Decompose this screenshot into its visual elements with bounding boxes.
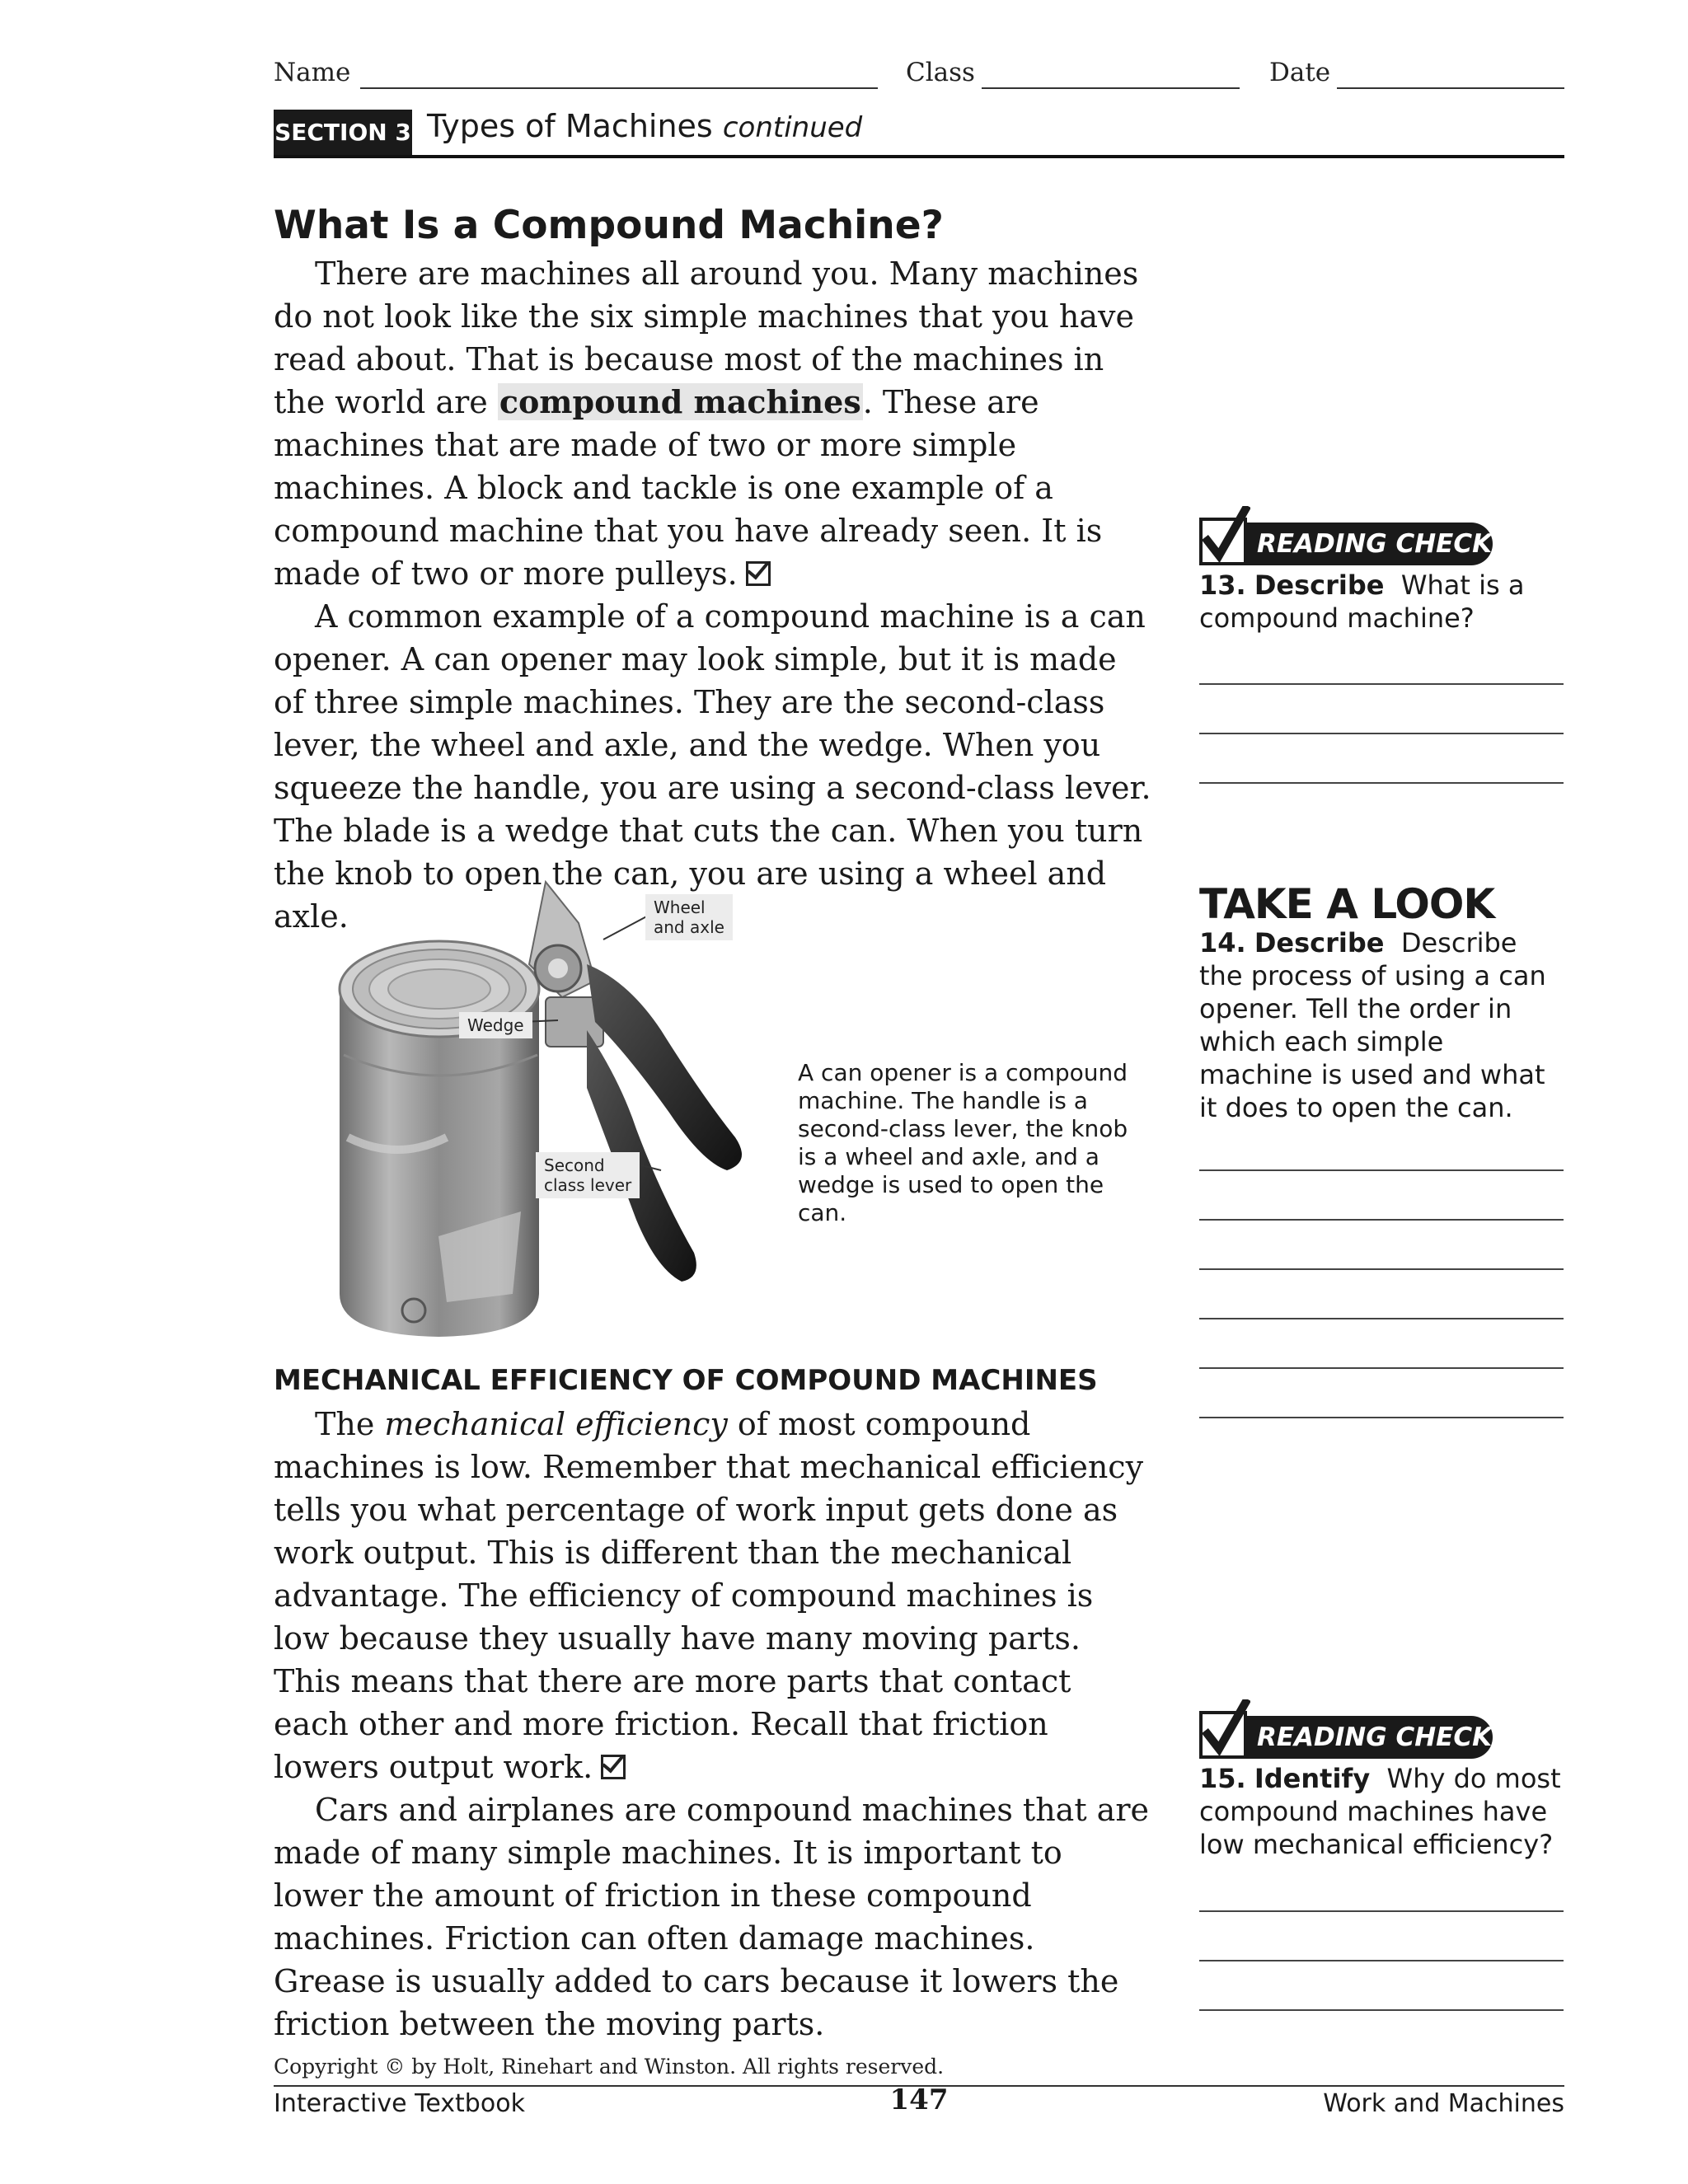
reading-check-badge: READING CHECK	[1199, 1711, 1493, 1759]
reading-check-mark-icon	[601, 1755, 626, 1779]
reading-check-mark-icon	[746, 561, 771, 586]
efficiency-text	[274, 1403, 1152, 2046]
take-a-look-heading: TAKE A LOOK	[1199, 880, 1495, 928]
efficiency-paragraph-2: Cars and airplanes are compound machines that are made of many simple machines. It is important to lower the amount of friction in these compound machines. Friction can often damage machines. Grease is usually added to cars because it lowers the friction between the moving parts.	[274, 1792, 1149, 2042]
date-field-line[interactable]	[1337, 87, 1564, 89]
subsection-heading: MECHANICAL EFFICIENCY OF COMPOUND MACHINES	[274, 1364, 1098, 1397]
reading-check-badge: READING CHECK	[1199, 518, 1493, 565]
figure-label-wedge: Wedge	[459, 1012, 532, 1038]
vocab-term-compound-machines: compound machines	[499, 383, 861, 420]
class-field-line[interactable]	[982, 87, 1240, 89]
checkmark-icon	[1201, 506, 1250, 564]
figure-caption: A can opener is a compound machine. The handle is a second-class lever, the knob is a wheel and axle, and a wedge is used to open the can.	[798, 1059, 1128, 1226]
answer-line[interactable]	[1199, 1960, 1564, 1961]
question-13: 13. Describe What is a compound machine?	[1199, 569, 1525, 634]
name-label: Name	[274, 58, 351, 87]
page-title: What Is a Compound Machine?	[274, 203, 944, 248]
can-opener-illustration	[529, 882, 742, 1282]
section-tag: SECTION 3	[274, 110, 412, 155]
footer-chapter-title: Work and Machines	[1323, 2089, 1564, 2118]
question-14: 14. Describe Describe the process of using a can opener. Tell the order in which each simple machine is used and what it does to open the can.	[1199, 927, 1546, 1123]
page-number: 147	[889, 2083, 949, 2116]
intro-paragraph-1: There are machines all around you. Many machines do not look like the six simple machines that you have read about. That is because most of the machines in the world are compound machines. These are machines that are made of two or more simple machines. A block and tackle is one example of a compound machine that you have already seen. It is made of two or more pulleys.	[274, 255, 1139, 592]
date-label: Date	[1269, 58, 1331, 87]
answer-line[interactable]	[1199, 1417, 1564, 1418]
answer-line[interactable]	[1199, 782, 1564, 784]
figure-label-second-class-lever: Second class lever	[536, 1152, 640, 1198]
term-mechanical-efficiency: mechanical efficiency	[384, 1406, 728, 1442]
section-title-suffix: continued	[722, 111, 863, 144]
answer-line[interactable]	[1199, 1219, 1564, 1221]
efficiency-paragraph-1: The mechanical efficiency of most compound machines is low. Remember that mechanical efficiency tells you what percentage of work input gets done as work output. This is different than the mechanical advantage. The efficiency of compound machines is low because they usually have many moving parts. This means that there are more parts that contact each other and more friction. Recall that friction lowers output work.	[274, 1406, 1144, 1785]
class-label: Class	[906, 58, 975, 87]
answer-line[interactable]	[1199, 683, 1564, 685]
copyright-notice: Copyright © by Holt, Rinehart and Winston. All rights reserved.	[274, 2055, 945, 2079]
footer-book-title: Interactive Textbook	[274, 2089, 525, 2118]
answer-line[interactable]	[1199, 1318, 1564, 1319]
name-field-line[interactable]	[360, 87, 878, 89]
intro-text	[274, 252, 1152, 938]
intro-paragraph-2: A common example of a compound machine is a can opener. A can opener may look simple, but it is made of three simple machines. They are the second-class lever, the wheel and axle, and the wedge. When you squeeze the handle, you are using a second-class lever. The blade is a wedge that cuts the can. When you turn the knob to open the can, you are using a wheel and axle.	[274, 598, 1151, 935]
checkmark-icon	[1201, 1699, 1250, 1757]
section-title	[427, 108, 862, 144]
can-illustration	[340, 941, 539, 1337]
answer-line[interactable]	[1199, 2009, 1564, 2011]
answer-line[interactable]	[1199, 733, 1564, 734]
figure-label-wheel-and-axle: Wheel and axle	[645, 894, 733, 940]
answer-line[interactable]	[1199, 1910, 1564, 1912]
answer-line[interactable]	[1199, 1367, 1564, 1369]
answer-line[interactable]	[1199, 1169, 1564, 1171]
section-title-text: Types of Machines	[427, 108, 713, 144]
answer-line[interactable]	[1199, 1268, 1564, 1270]
question-15: 15. Identify Why do most compound machines have low mechanical efficiency?	[1199, 1763, 1561, 1860]
